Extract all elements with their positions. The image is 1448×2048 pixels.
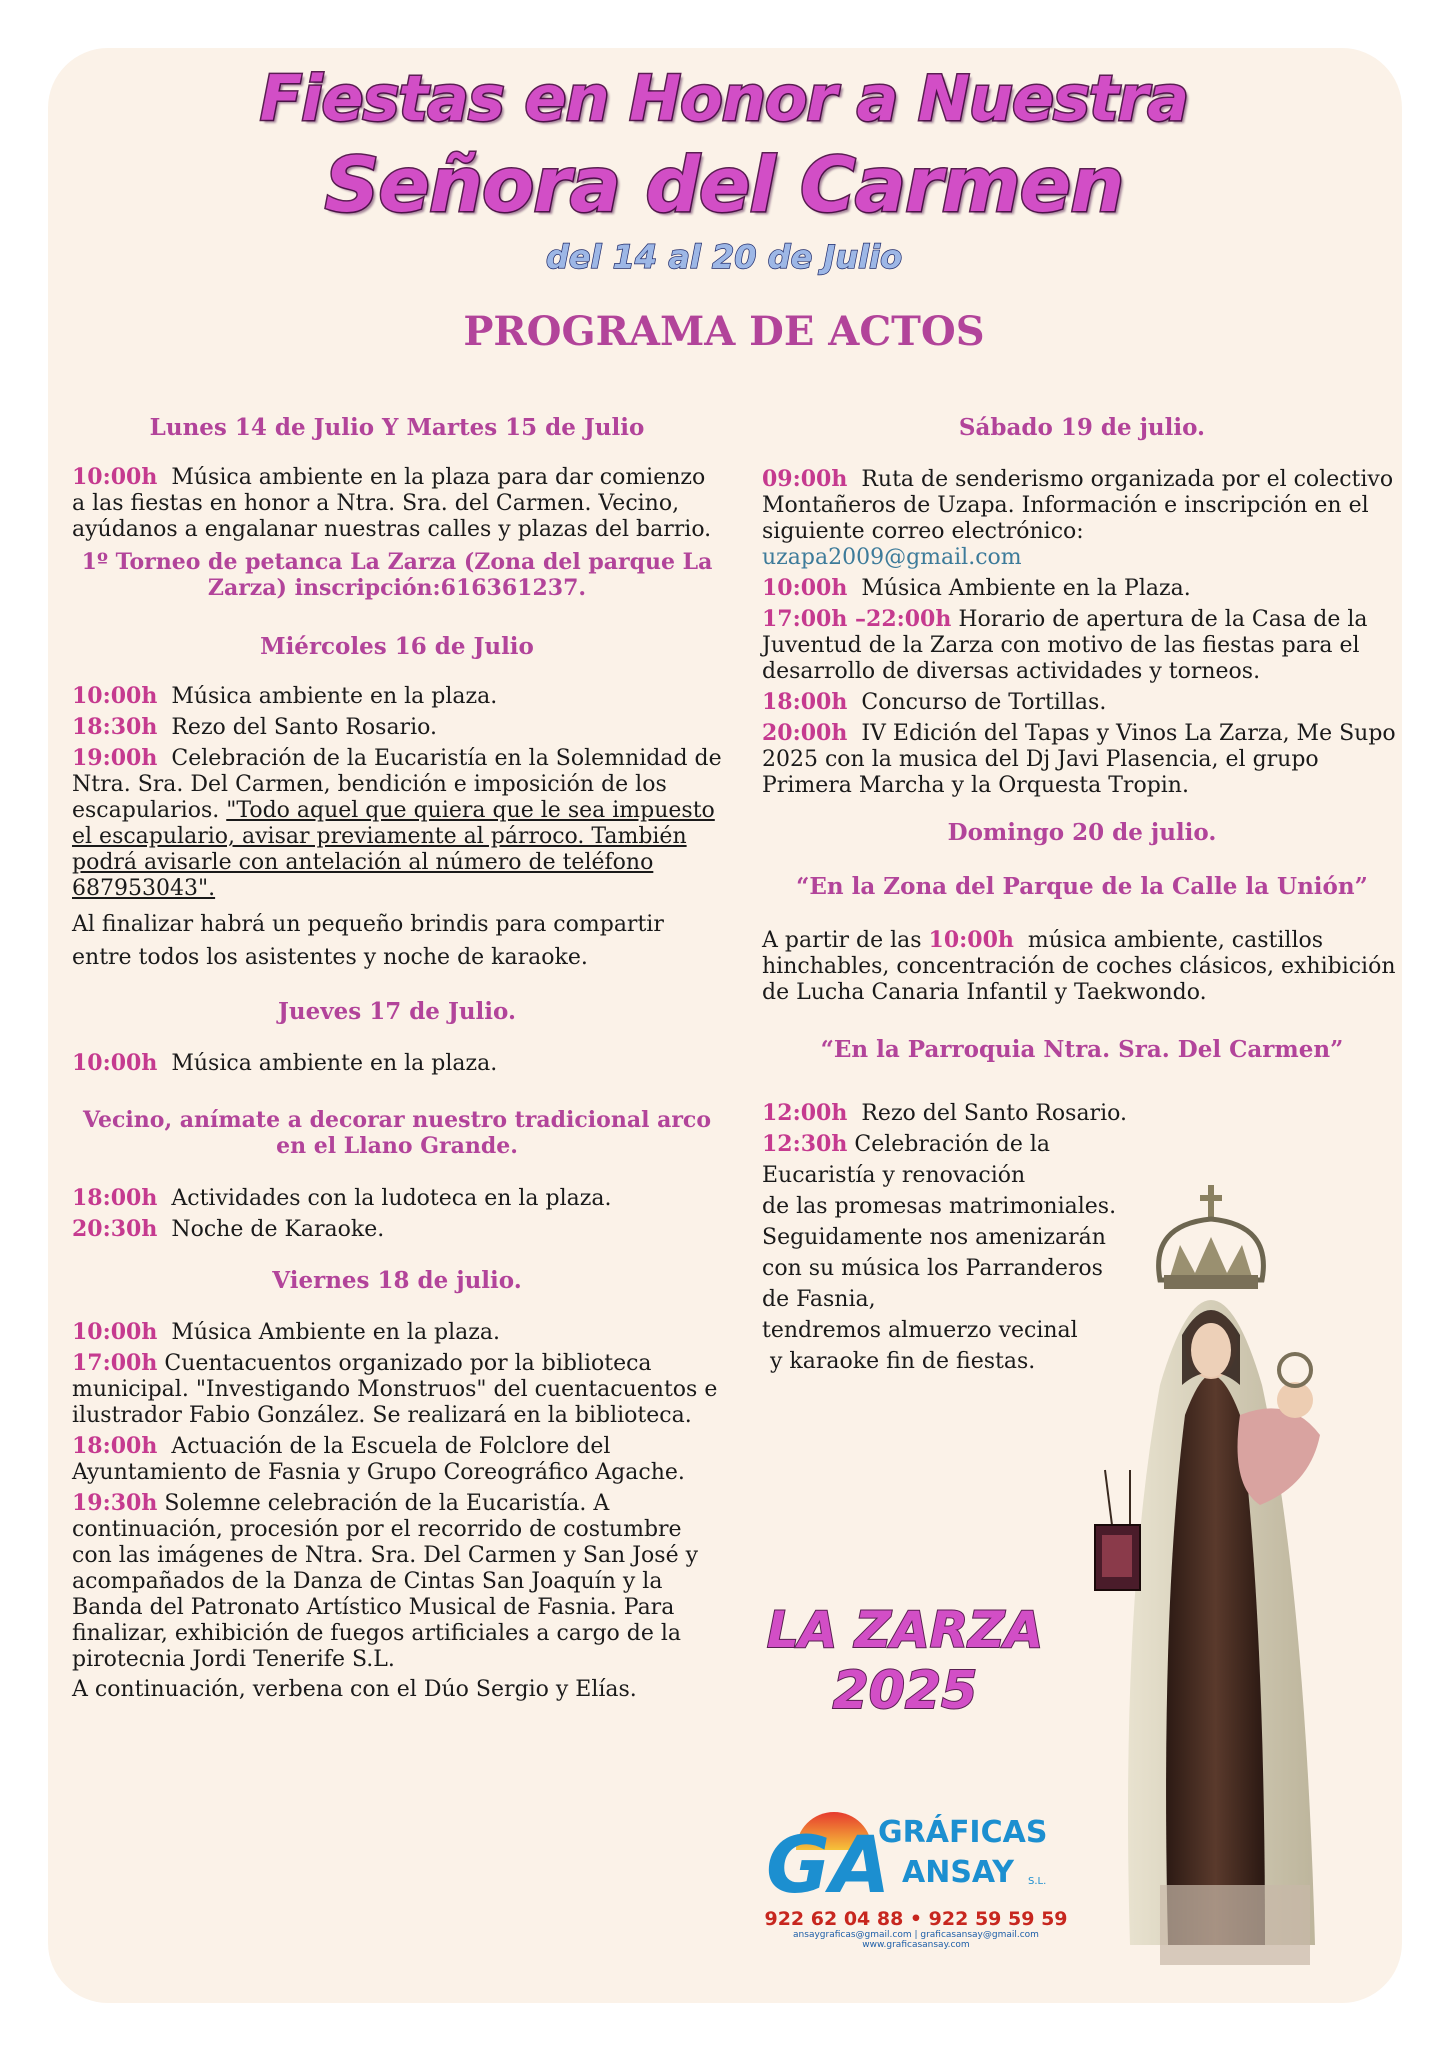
la-zarza-badge bbox=[740, 1600, 1070, 1722]
event-text: Ruta de senderismo organizada por el colectivo Montañeros de Uzapa. Información e inscripción en el siguiente correo electrónico: bbox=[762, 467, 1394, 544]
event-text: Música ambiente en la plaza. bbox=[171, 1051, 498, 1076]
event bbox=[72, 1050, 722, 1077]
year-label: 2025 bbox=[832, 1661, 978, 1721]
logo-emails: ansaygraficas@gmail.com | graficasansay@gmail.com bbox=[793, 1930, 1039, 1940]
graficas-ansay-logo bbox=[756, 1790, 1076, 1960]
event-text: Eucaristía y renovación bbox=[762, 1163, 1026, 1188]
event-text: Seguidamente nos amenizarán bbox=[762, 1225, 1106, 1250]
event bbox=[762, 1129, 1172, 1160]
event bbox=[762, 927, 1402, 1006]
event-time: 10:00h bbox=[72, 683, 158, 709]
event-time: 20:00h bbox=[762, 720, 848, 746]
title-line-1: Fiestas en Honor a Nuestra bbox=[259, 62, 1189, 135]
event-time: 17:00h bbox=[72, 1350, 158, 1376]
event-time: 09:00h bbox=[762, 466, 848, 492]
event bbox=[72, 683, 722, 710]
event-time: 18:00h bbox=[72, 1433, 158, 1459]
event-time: 18:00h bbox=[762, 689, 848, 715]
event bbox=[762, 1098, 1172, 1129]
event-text: Celebración de la Eucaristía en la Solemnidad de Ntra. Sra. Del Carmen, bendición e imposición de los escapularios. bbox=[72, 746, 722, 823]
event-text: Música Ambiente en la plaza. bbox=[171, 1320, 500, 1345]
la-zarza-label: LA ZARZA bbox=[766, 1601, 1044, 1659]
event-text: A partir de las bbox=[762, 928, 922, 953]
petanca-note: 1º Torneo de petanca La Zarza (Zona del parque La Zarza) inscripción:616361237. bbox=[81, 549, 713, 601]
event bbox=[762, 689, 1402, 716]
event bbox=[72, 1490, 722, 1673]
event-text: Celebración de la bbox=[854, 1132, 1050, 1157]
event bbox=[72, 745, 722, 902]
event bbox=[72, 464, 722, 543]
event-closing: Al finalizar habrá un pequeño brindis para compartir entre todos los asistentes y noche de karaoke. bbox=[72, 912, 664, 970]
event-text: Horario de apertura de la Casa de la Juventud de la Zarza con motivo de las fiestas para el desarrollo de diversas actividades y torneos. bbox=[762, 607, 1368, 684]
event-text: de las promesas matrimoniales. bbox=[762, 1194, 1117, 1219]
event-time: 18:00h bbox=[72, 1185, 158, 1211]
arch-note: Vecino, anímate a decorar nuestro tradicional arco bbox=[82, 1107, 712, 1133]
event bbox=[72, 1433, 722, 1486]
event-time: 19:30h bbox=[72, 1490, 158, 1516]
arch-note-location: en el Llano Grande. bbox=[276, 1133, 518, 1159]
event bbox=[72, 1319, 722, 1346]
event bbox=[762, 575, 1402, 602]
event bbox=[72, 714, 722, 741]
event-text: tendremos almuerzo vecinal bbox=[762, 1318, 1078, 1343]
event bbox=[72, 1216, 722, 1243]
day-heading-sunday: Domingo 20 de julio. bbox=[947, 819, 1217, 846]
location-heading-parish: “En la Parroquia Ntra. Sra. Del Carmen” bbox=[820, 1036, 1344, 1063]
scapular-notice: "Todo aquel que quiera que le sea impuesto el escapulario, avisar previamente al párroco. También podrá avisarle con antelación al número de teléfono 687953043". bbox=[72, 798, 715, 901]
event-time: 10:00h bbox=[762, 575, 848, 601]
event-text: IV Edición del Tapas y Vinos La Zarza, Me Supo 2025 con la musica del Dj Javi Plasencia, el grupo Primera Marcha y la Orquesta Tropin. bbox=[762, 721, 1396, 798]
event bbox=[72, 1350, 722, 1429]
day-heading-thursday: Jueves 17 de Julio. bbox=[278, 998, 516, 1025]
event bbox=[762, 720, 1402, 799]
ga-logo-mark bbox=[756, 1790, 1076, 1900]
contact-email[interactable]: uzapa2009@gmail.com bbox=[762, 545, 1022, 570]
left-column bbox=[72, 0, 722, 1703]
program-heading: PROGRAMA DE ACTOS bbox=[463, 308, 985, 355]
event-time: 20:30h bbox=[72, 1216, 158, 1242]
event-time: 12:00h bbox=[762, 1100, 848, 1126]
event-text: Música Ambiente en la Plaza. bbox=[861, 576, 1191, 601]
event-time: 10:00h bbox=[72, 1319, 158, 1345]
virgin-del-carmen-image bbox=[1090, 1185, 1370, 1975]
event-text: música ambiente, castillos hinchables, concentración de coches clásicos, exhibición de Lucha Canaria Infantil y Taekwondo. bbox=[762, 928, 1396, 1005]
event-time: 10:00h bbox=[72, 1050, 158, 1076]
ga-monogram: GA bbox=[766, 1821, 891, 1900]
event-text: Rezo del Santo Rosario. bbox=[171, 715, 437, 740]
logo-ansay: ANSAY bbox=[902, 1855, 1015, 1890]
event-text: Rezo del Santo Rosario. bbox=[861, 1101, 1127, 1126]
event-closing: A continuación, verbena con el Dúo Sergio y Elías. bbox=[72, 1677, 637, 1702]
event bbox=[762, 606, 1402, 685]
event-text: Concurso de Tortillas. bbox=[861, 690, 1107, 715]
crown-icon bbox=[1159, 1185, 1264, 1289]
event-time: 10:00h bbox=[72, 464, 158, 490]
event-time: 17:00h –22:00h bbox=[762, 606, 952, 632]
event-time: 18:30h bbox=[72, 714, 158, 740]
event-text: de Fasnia, bbox=[762, 1287, 876, 1312]
day-heading-monday: Lunes 14 de Julio Y Martes 15 de Julio bbox=[149, 414, 645, 441]
event-text: Solemne celebración de la Eucaristía. A continuación, procesión por el recorrido de costumbre con las imágenes de Ntra. Sra. Del Carmen y San José y acompañados de la Danza de Cintas San Joaquín y la Banda del Patronato Artístico Musical de Fasnia. Para finalizar, exhibición de fuegos artificiales a cargo de la pirotecnia Jordi Tenerife S.L. bbox=[72, 1491, 699, 1672]
event-text: Actuación de la Escuela de Folclore del Ayuntamiento de Fasnia y Grupo Coreográfico Agache. bbox=[72, 1434, 685, 1485]
event-time: 12:30h bbox=[762, 1131, 848, 1157]
date-range: del 14 al 20 de Julio bbox=[545, 238, 903, 276]
event-text: con su música los Parranderos bbox=[762, 1256, 1103, 1281]
event-text: Música ambiente en la plaza. bbox=[171, 684, 498, 709]
logo-sl: S.L. bbox=[1028, 1876, 1047, 1887]
scapular-icon bbox=[1095, 1470, 1140, 1590]
location-heading-park: “En la Zona del Parque de la Calle la Unión” bbox=[796, 873, 1368, 900]
logo-website: www.graficasansay.com bbox=[862, 1940, 970, 1950]
logo-phones: 922 62 04 88 • 922 59 59 59 bbox=[764, 1908, 1068, 1930]
right-column bbox=[762, 0, 1402, 1377]
logo-graficas: GRÁFICAS bbox=[878, 1815, 1048, 1850]
event-text: Música ambiente en la plaza para dar comienzo a las fiestas en honor a Ntra. Sra. del Carmen. Vecino, ayúdanos a engalanar nuestras calles y plazas del barrio. bbox=[72, 465, 712, 542]
day-heading-wednesday: Miércoles 16 de Julio bbox=[260, 633, 534, 660]
event-text: Noche de Karaoke. bbox=[171, 1217, 385, 1242]
event bbox=[72, 1185, 722, 1212]
day-heading-saturday: Sábado 19 de julio. bbox=[958, 414, 1206, 441]
event-time: 10:00h bbox=[928, 927, 1014, 953]
title-line-2: Señora del Carmen bbox=[324, 140, 1124, 229]
event bbox=[762, 466, 1402, 545]
day-heading-friday: Viernes 18 de julio. bbox=[272, 1267, 522, 1294]
event-text: y karaoke fin de fiestas. bbox=[770, 1349, 1036, 1374]
event-text: Actividades con la ludoteca en la plaza. bbox=[171, 1186, 612, 1211]
event-time: 19:00h bbox=[72, 745, 158, 771]
event-text: Cuentacuentos organizado por la biblioteca municipal. "Investigando Monstruos" del cuentacuentos e ilustrador Fabio González. Se realizará en la biblioteca. bbox=[72, 1351, 718, 1428]
